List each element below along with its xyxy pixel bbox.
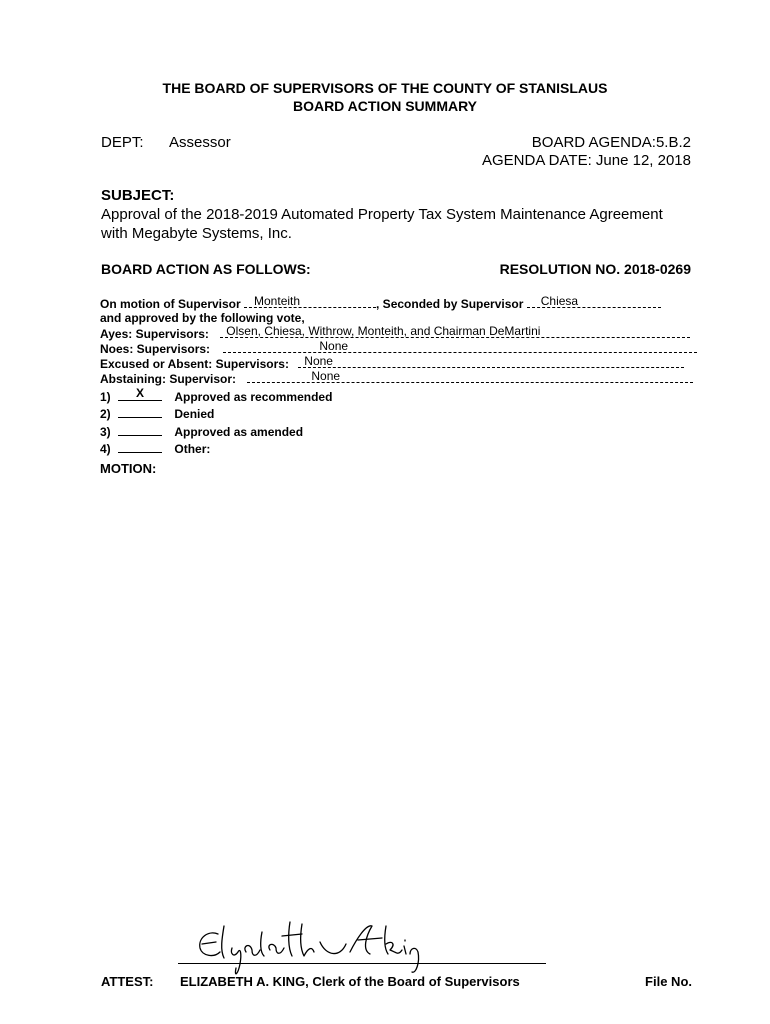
abstaining-value: None <box>311 369 341 383</box>
file-number-label: File No. <box>645 974 692 989</box>
subject-line-2: with Megabyte Systems, Inc. <box>101 225 292 242</box>
motion-row <box>100 296 661 311</box>
excused-label: Excused or Absent: Supervisors: <box>100 357 289 371</box>
ayes-row <box>100 326 690 341</box>
abstaining-field <box>247 371 693 383</box>
clerk-name: ELIZABETH A. KING, Clerk of the Board of Supervisors <box>180 974 520 989</box>
option-3 <box>100 424 303 439</box>
ayes-field <box>220 326 690 338</box>
document-title: THE BOARD OF SUPERVISORS OF THE COUNTY OF STANISLAUS <box>162 80 608 96</box>
seconded-label: , Seconded by Supervisor <box>376 297 524 311</box>
option-1 <box>100 386 333 404</box>
ayes-label: Ayes: Supervisors: <box>100 327 209 341</box>
subject-line-1: Approval of the 2018-2019 Automated Property Tax System Maintenance Agreement <box>101 206 663 223</box>
option-mark-field <box>118 441 162 453</box>
seconded-value: Chiesa <box>540 294 579 308</box>
subject-label: SUBJECT: <box>101 187 175 204</box>
ayes-value: Olsen, Chiesa, Withrow, Monteith, and Chairman DeMartini <box>226 324 541 338</box>
option-number: 2) <box>100 407 111 421</box>
signature-line <box>178 963 546 964</box>
noes-row <box>100 341 697 356</box>
motion-label-heading: MOTION: <box>100 461 157 476</box>
board-agenda: BOARD AGENDA:5.B.2 <box>531 134 691 151</box>
noes-field <box>223 341 697 353</box>
option-number: 1) <box>100 390 111 404</box>
motion-label: On motion of Supervisor <box>100 297 241 311</box>
option-label: Other: <box>174 442 211 456</box>
motion-field <box>244 296 376 308</box>
resolution-number: RESOLUTION NO. 2018-0269 <box>499 261 691 277</box>
option-mark: X <box>136 386 145 400</box>
option-label: Denied <box>174 407 215 421</box>
board-action-label: BOARD ACTION AS FOLLOWS: <box>101 261 311 277</box>
option-number: 4) <box>100 442 111 456</box>
excused-field <box>298 356 684 368</box>
document-subtitle: BOARD ACTION SUMMARY <box>292 98 478 114</box>
abstaining-row <box>100 371 693 386</box>
option-number: 3) <box>100 425 111 439</box>
motion-value: Monteith <box>254 294 301 308</box>
excused-value: None <box>304 354 333 368</box>
abstaining-label: Abstaining: Supervisor: <box>100 372 237 386</box>
option-label: Approved as recommended <box>174 390 333 404</box>
option-mark-field <box>118 386 162 401</box>
noes-value: None <box>319 339 349 353</box>
option-label: Approved as amended <box>174 425 304 439</box>
option-mark-field <box>118 424 162 436</box>
agenda-date: AGENDA DATE: June 12, 2018 <box>482 152 691 169</box>
attest-label: ATTEST: <box>101 974 154 989</box>
dept-value: Assessor <box>169 134 231 151</box>
seconded-field <box>527 296 661 308</box>
option-4 <box>100 441 210 456</box>
dept-label: DEPT: <box>101 134 144 151</box>
excused-row <box>100 356 684 371</box>
approved-vote-line: and approved by the following vote, <box>100 311 305 325</box>
noes-label: Noes: Supervisors: <box>100 342 211 356</box>
option-mark-field <box>118 406 162 418</box>
option-2 <box>100 406 214 421</box>
